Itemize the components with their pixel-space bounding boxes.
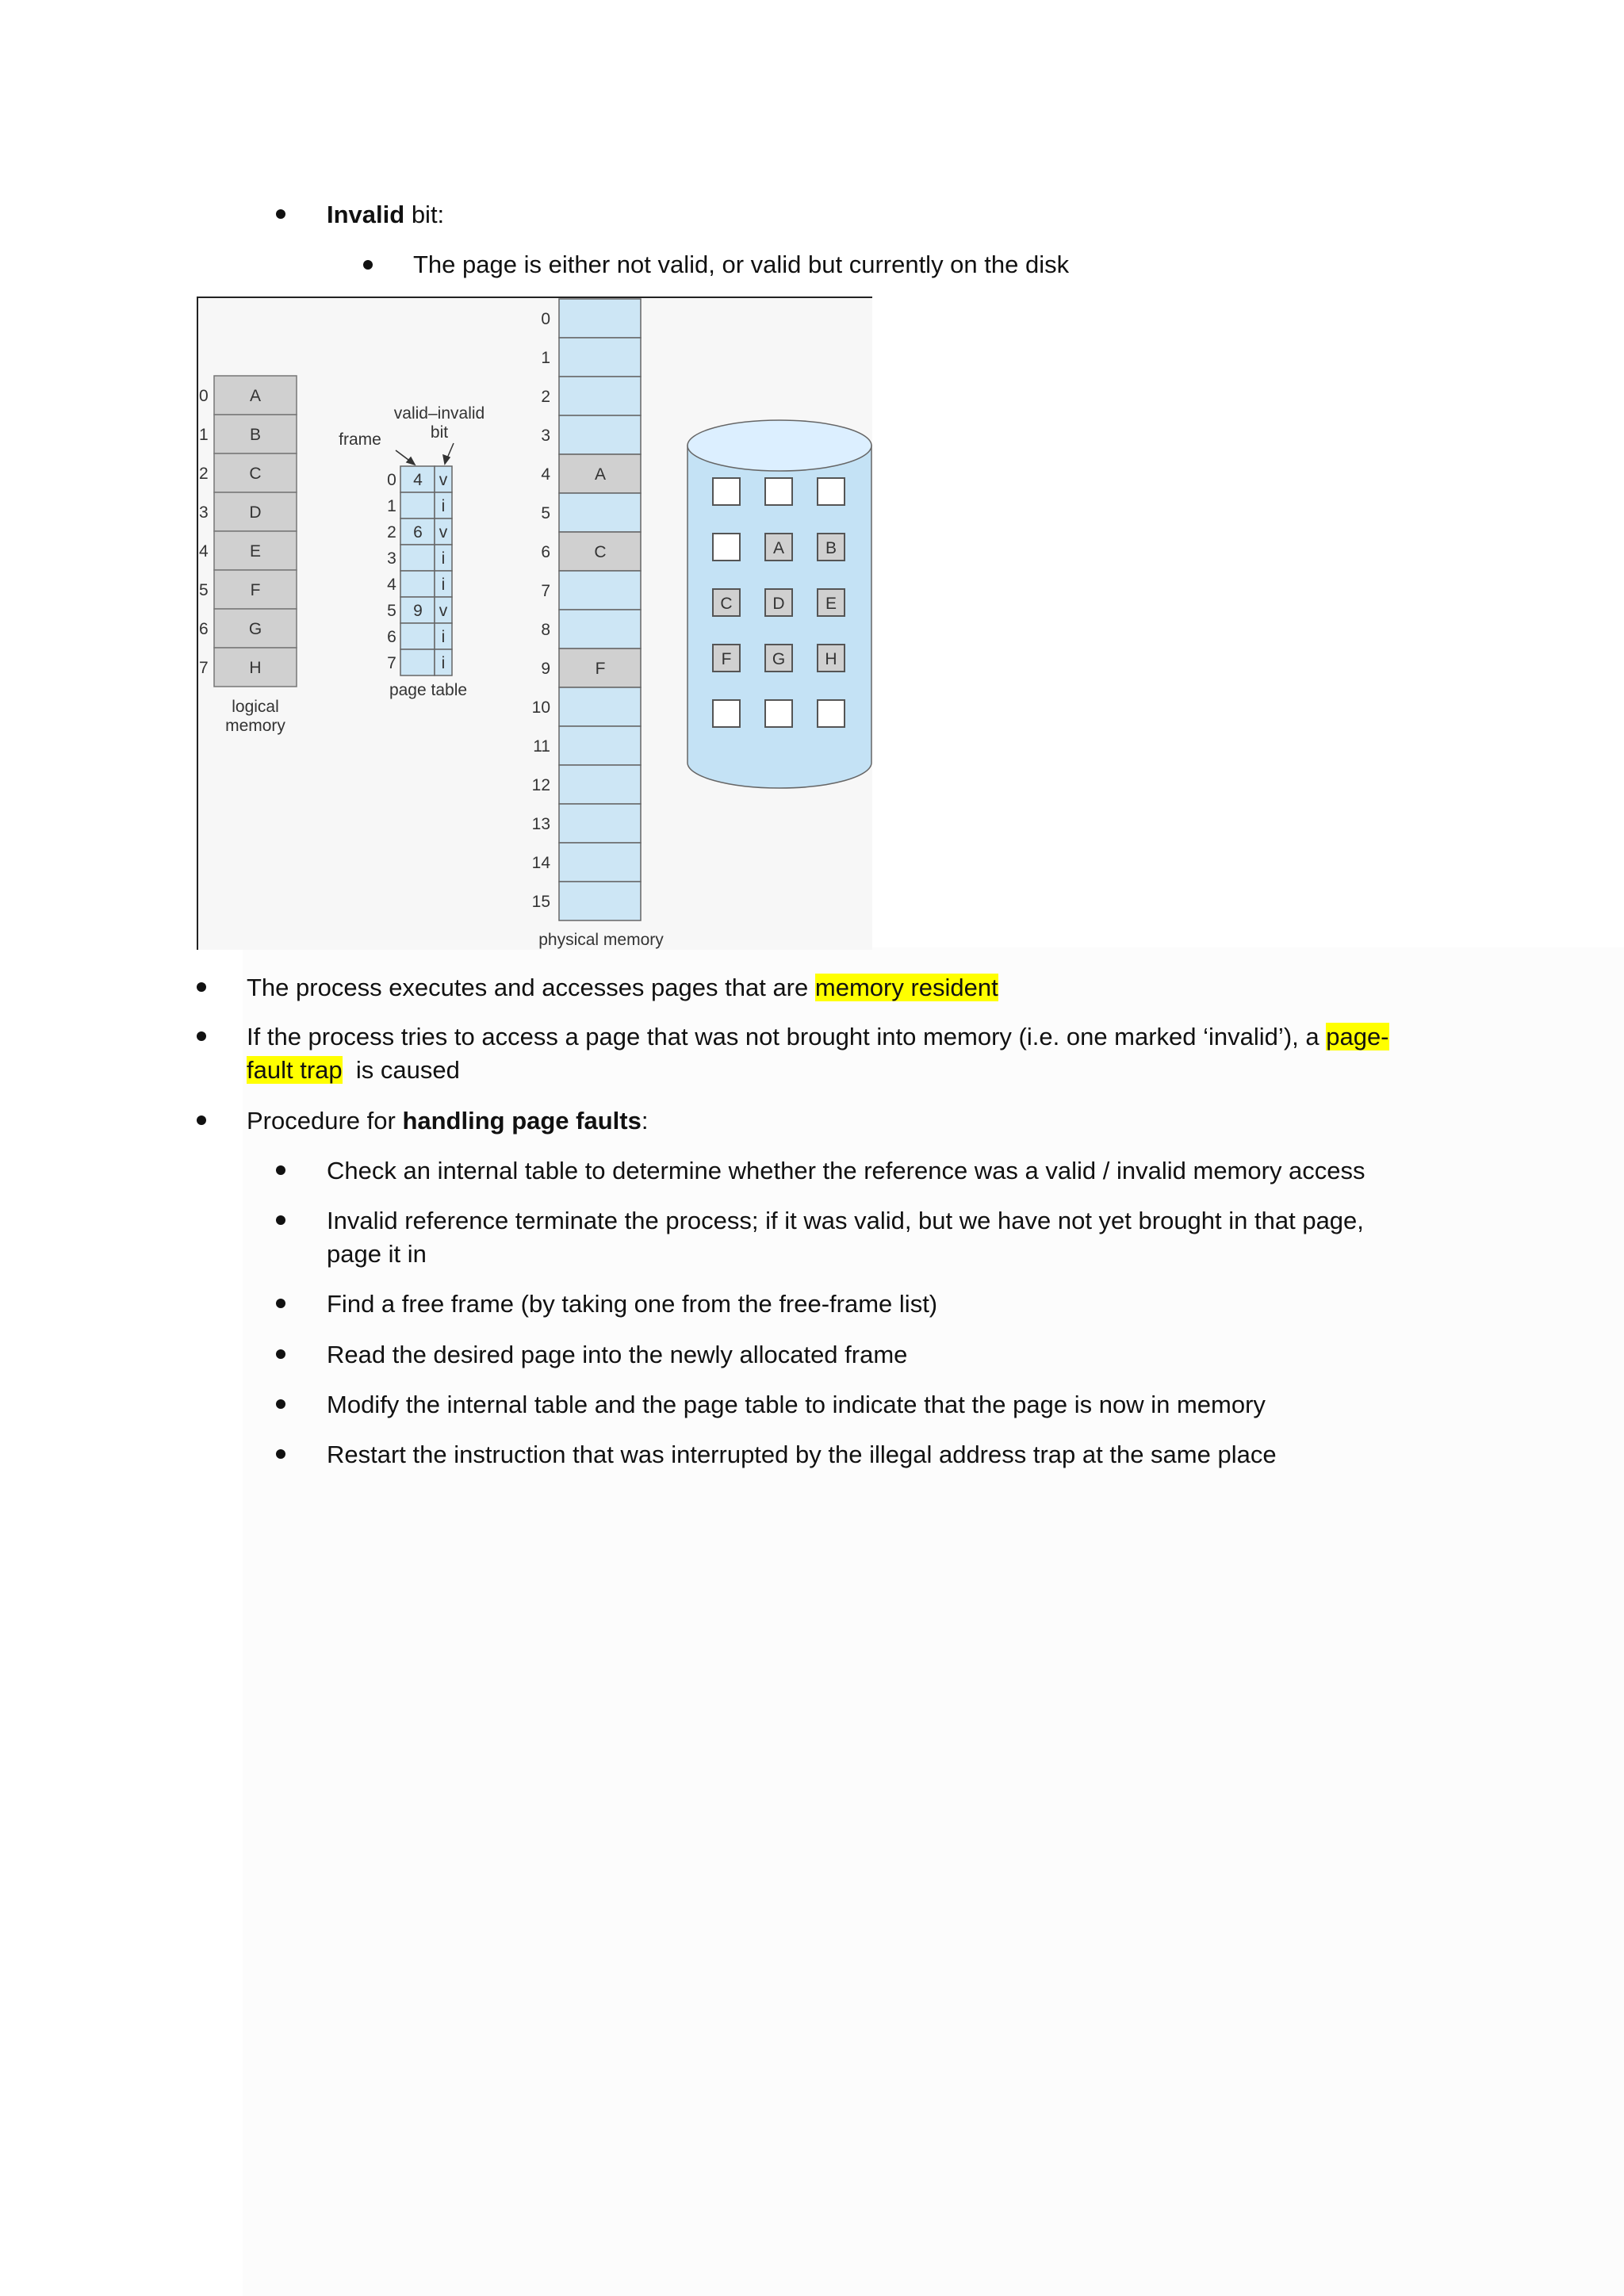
physical-frame-index: 14 (531, 854, 550, 872)
procedure-step: Read the desired page into the newly allocated frame (327, 1341, 908, 1368)
disk-page-box (818, 478, 845, 505)
logical-page-letter: H (249, 659, 262, 677)
physical-frame-index: 1 (541, 349, 550, 367)
bullet-dot (197, 1031, 206, 1041)
physical-frame-index: 5 (541, 504, 550, 522)
logical-page-index: 6 (199, 620, 209, 638)
bullet-dot (276, 1399, 285, 1409)
page-table-frame-cell (400, 571, 435, 597)
physical-frame-letter: F (595, 660, 606, 678)
logical-page-letter: B (249, 426, 262, 444)
bullet-dot (363, 260, 373, 270)
disk-page-letter: F (721, 650, 732, 668)
b3-text: Procedure for (247, 1107, 403, 1135)
procedure-step: Restart the instruction that was interrupted by the illegal address trap at the same place (327, 1441, 1277, 1468)
disk-page-box (713, 700, 740, 727)
highlight-page-fault-1: page- (1326, 1023, 1389, 1050)
physical-frame-letter: C (594, 543, 607, 561)
physical-frame-index: 10 (531, 698, 550, 717)
physical-frame-index: 3 (541, 427, 550, 445)
procedure-step-continued: page it in (327, 1240, 427, 1268)
disk-page-letter: G (772, 650, 786, 668)
physical-frame-index: 15 (531, 893, 550, 911)
physical-frame-index: 13 (531, 815, 550, 833)
bullet-dot (276, 1215, 285, 1225)
b1-text: The process executes and accesses pages that are (247, 974, 815, 1001)
b3-bold: handling page faults (402, 1107, 642, 1135)
physical-frame-cell (559, 493, 641, 532)
physical-frame-index: 8 (541, 621, 550, 639)
disk-page-letter: E (825, 595, 837, 613)
disk-page-box (765, 700, 792, 727)
physical-memory (532, 299, 641, 920)
logical-page-index: 7 (199, 659, 209, 677)
disk-page-letter: A (772, 539, 785, 557)
physical-frame-index: 6 (541, 543, 550, 561)
page-table-figure (197, 297, 872, 950)
logical-memory-label-2: memory (225, 717, 285, 735)
physical-frame-index: 4 (541, 465, 550, 484)
physical-frame-cell (559, 610, 641, 649)
logical-page-index: 5 (199, 581, 209, 599)
logical-page-index: 3 (199, 503, 209, 522)
page-table-index: 5 (387, 602, 396, 620)
bullet-dot (197, 982, 206, 992)
physical-frame-cell (559, 765, 641, 804)
page-table-bit: v (439, 602, 448, 620)
logical-page-index: 0 (199, 387, 209, 405)
logical-page-index: 2 (199, 465, 209, 483)
page-table-diagram (198, 298, 872, 950)
physical-frame-cell (559, 687, 641, 726)
page-table-frame-number: 9 (413, 602, 423, 620)
disk-page-letter: D (772, 595, 785, 613)
logical-page-letter: E (249, 542, 262, 561)
physical-frame-cell (559, 299, 641, 338)
logical-memory-label-1: logical (232, 698, 279, 716)
logical-page-index: 1 (199, 426, 209, 444)
disk-page-box (713, 534, 740, 561)
page-table-index: 2 (387, 523, 396, 541)
page-table-index: 4 (387, 576, 396, 594)
valid-invalid-label-1: valid–invalid (393, 404, 485, 423)
logical-page-letter: C (249, 465, 262, 483)
page-table-bit: i (441, 654, 446, 672)
page-table-bit: i (441, 497, 446, 515)
b2-post: is caused (342, 1056, 460, 1084)
page-background-shade (243, 947, 1624, 2296)
logical-memory (199, 376, 297, 687)
page-table-frame-cell (400, 545, 435, 571)
physical-frame-index: 11 (533, 737, 550, 756)
physical-frame-cell (559, 843, 641, 882)
bullet-dot (197, 1115, 206, 1125)
physical-frame-cell (559, 882, 641, 920)
invalid-bold: Invalid (327, 201, 405, 228)
disk-page-box (818, 700, 845, 727)
page-table-index: 6 (387, 628, 396, 646)
page-table-index: 7 (387, 654, 396, 672)
page-table-frame-cell (400, 623, 435, 649)
page-table-index: 1 (387, 497, 396, 515)
page-table-label: page table (389, 681, 468, 699)
physical-frame-index: 7 (541, 582, 550, 600)
procedure-step: Find a free frame (by taking one from the free-frame list) (327, 1290, 938, 1318)
bullet-page-fault-line2 (247, 1054, 460, 1087)
bullet-memory-resident (247, 971, 998, 1004)
page-table (387, 466, 452, 675)
page-table-frame-cell (400, 649, 435, 675)
logical-page-letter: A (249, 387, 262, 405)
highlight-page-fault-2: fault trap (247, 1056, 343, 1084)
physical-frame-index: 9 (541, 660, 550, 678)
page-table-frame-number: 6 (413, 523, 423, 541)
physical-frame-index: 12 (531, 776, 550, 794)
page-table-bit: v (439, 471, 448, 489)
bullet-page-fault-line1 (247, 1020, 1389, 1054)
physical-frame-cell (559, 415, 641, 454)
physical-frame-cell (559, 338, 641, 377)
physical-frame-index: 2 (541, 388, 550, 406)
logical-page-letter: G (248, 620, 262, 638)
b3-post: : (641, 1107, 649, 1135)
disk-page-letter: H (825, 650, 837, 668)
physical-frame-cell (559, 571, 641, 610)
physical-frame-index: 0 (541, 310, 550, 328)
page-table-bit: i (441, 628, 446, 646)
valid-invalid-arrow (443, 443, 454, 464)
physical-frame-letter: A (594, 465, 607, 484)
bullet-dot (276, 209, 285, 219)
logical-page-letter: D (249, 503, 262, 522)
physical-frame-cell (559, 726, 641, 765)
invalid-bit-description: The page is either not valid, or valid but currently on the disk (413, 251, 1070, 278)
bullet-dot (276, 1165, 285, 1175)
b2-text: If the process tries to access a page that was not brought into memory (i.e. one marked ‘invalid’), a (247, 1023, 1327, 1050)
physical-frame-cell (559, 377, 641, 415)
procedure-step: Check an internal table to determine whether the reference was a valid / invalid memory access (327, 1157, 1365, 1184)
procedure-step: Invalid reference terminate the process; if it was valid, but we have not yet brought in that page, (327, 1207, 1364, 1234)
highlight-memory-resident: memory resident (814, 974, 998, 1001)
bullet-dot (276, 1449, 285, 1459)
physical-memory-label: physical memory (538, 931, 664, 949)
bullet-dot (276, 1349, 285, 1359)
procedure-step: Modify the internal table and the page table to indicate that the page is now in memory (327, 1391, 1266, 1418)
logical-page-index: 4 (199, 542, 209, 561)
page-table-bit: i (441, 549, 446, 568)
disk-page-box (713, 478, 740, 505)
frame-label: frame (339, 430, 381, 449)
page-table-index: 3 (387, 549, 396, 568)
invalid-bit-heading (327, 198, 444, 232)
page-table-bit: i (441, 576, 446, 594)
bullet-dot (276, 1299, 285, 1308)
bullet-procedure (247, 1104, 648, 1138)
frame-arrow (396, 450, 415, 465)
page-table-frame-cell (400, 492, 435, 519)
page-table-index: 0 (387, 471, 396, 489)
disk-page-letter: B (825, 539, 837, 557)
disk-page-letter: C (720, 595, 733, 613)
valid-invalid-label-2: bit (430, 423, 449, 442)
page-table-bit: v (439, 523, 448, 541)
logical-page-letter: F (250, 581, 261, 599)
page-table-frame-number: 4 (413, 471, 423, 489)
physical-frame-cell (559, 804, 641, 843)
invalid-rest: bit: (404, 201, 445, 228)
disk-page-box (765, 478, 792, 505)
